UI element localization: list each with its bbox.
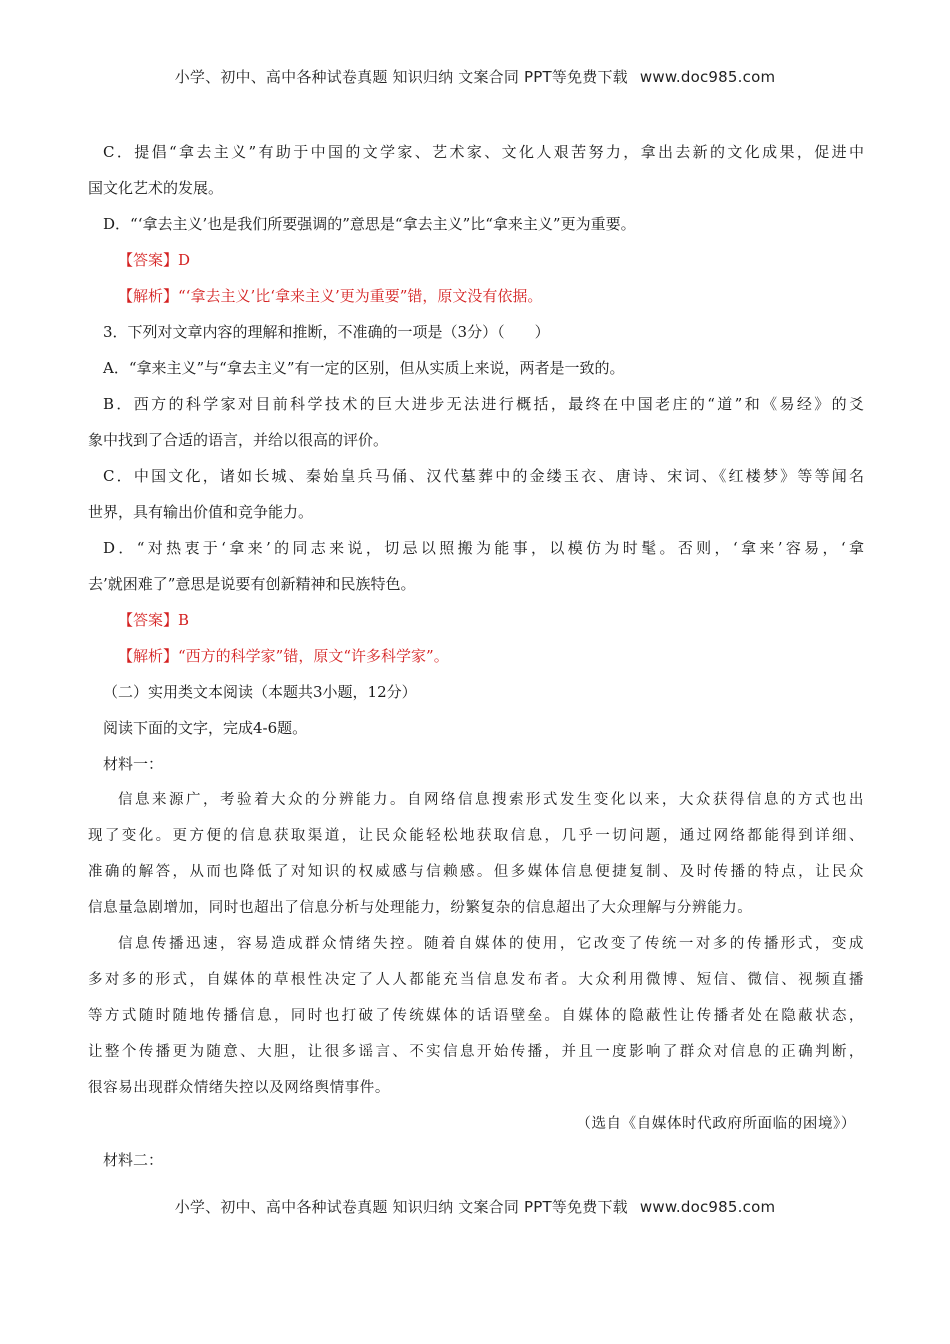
document-body (88, 134, 864, 1178)
analysis-text: “‘拿去主义’比‘拿来主义’更为重要”错，原文没有依据。 (178, 287, 543, 305)
answer-tag: 【答案】 (118, 251, 179, 269)
answer-tag: 【答案】 (118, 611, 179, 629)
q3-option-c-line1: C．中国文化，诸如长城、秦始皇兵马俑、汉代墓葬中的金缕玉衣、唐诗、宋词、《红楼梦》等等闻名 (103, 467, 864, 485)
banner-text: 小学、初中、高中各种试卷真题 知识归纳 文案合同 PPT等免费下载 (174, 68, 628, 86)
q3-option-b-line2: 象中找到了合适的语言，并给以很高的评价。 (88, 431, 389, 449)
q2-option-d: D．“‘拿去主义’也是我们所要强调的”意思是“拿去主义”比“拿来主义”更为重要。 (103, 215, 636, 233)
analysis-text: “西方的科学家”错，原文“许多科学家”。 (178, 647, 449, 665)
q3-stem: 3．下列对文章内容的理解和推断，不准确的一项是（3分）（ ） (103, 323, 550, 341)
q3-analysis (88, 638, 864, 674)
material-paragraph-line: 让整个传播更为随意、大胆，让很多谣言、不实信息开始传播，并且一度影响了群众对信息的正确判断， (88, 1044, 864, 1060)
material-paragraph-line: 信息来源广，考验着大众的分辨能力。自网络信息搜索形式发生变化以来，大众获得信息的方式也出 (118, 792, 864, 808)
material-two-label: 材料二： (103, 1151, 164, 1169)
header-banner (0, 66, 950, 87)
section-heading: （二）实用类文本阅读（本题共3小题，12分） (103, 683, 417, 701)
banner-site-link[interactable]: www.doc985.com (639, 1198, 776, 1216)
footer-banner (0, 1196, 950, 1217)
q3-option-c-line2: 世界，具有输出价值和竞争能力。 (88, 503, 314, 521)
analysis-tag: 【解析】 (118, 647, 179, 665)
material-source: （选自《自媒体时代政府所面临的困境》） (576, 1116, 856, 1132)
answer-value: D (178, 251, 191, 269)
q3-answer (88, 602, 864, 638)
q2-option-c-line2: 国文化艺术的发展。 (88, 179, 224, 197)
answer-value: B (178, 611, 190, 629)
material-paragraph-line: 现了变化。更方便的信息获取渠道，让民众能轻松地获取信息，几乎一切问题，通过网络都能得到详细、 (88, 828, 864, 844)
q2-option-c-line1: C．提倡“拿去主义”有助于中国的文学家、艺术家、文化人艰苦努力，拿出去新的文化成果，促进中 (103, 143, 864, 161)
section-instruction: 阅读下面的文字，完成4-6题。 (103, 719, 308, 737)
q3-option-a: A．“拿来主义”与“拿去主义”有一定的区别，但从实质上来说，两者是一致的。 (103, 359, 625, 377)
material-paragraph-line: 信息传播迅速，容易造成群众情绪失控。随着自媒体的使用，它改变了传统一对多的传播形式，变成 (118, 936, 864, 952)
analysis-tag: 【解析】 (118, 287, 179, 305)
q3-option-b-line1: B．西方的科学家对目前科学技术的巨大进步无法进行概括，最终在中国老庄的“道”和《易经》的爻 (103, 395, 864, 413)
material-paragraph-line: 等方式随时随地传播信息，同时也打破了传统媒体的话语壁垒。自媒体的隐蔽性让传播者处在隐蔽状态， (88, 1008, 864, 1024)
banner-site-link[interactable]: www.doc985.com (639, 68, 776, 86)
material-paragraph-line: 多对多的形式，自媒体的草根性决定了人人都能充当信息发布者。大众利用微博、短信、微信、视频直播 (88, 972, 864, 988)
q2-analysis (88, 278, 864, 314)
material-paragraph-line: 信息量急剧增加，同时也超出了信息分析与处理能力，纷繁复杂的信息超出了大众理解与分辨能力。 (88, 900, 753, 916)
q3-option-d-line2: 去’就困难了”意思是说要有创新精神和民族特色。 (88, 575, 416, 593)
material-one-label: 材料一： (103, 755, 164, 773)
q2-answer (88, 242, 864, 278)
material-paragraph-line: 很容易出现群众情绪失控以及网络舆情事件。 (88, 1080, 390, 1096)
material-paragraph-line: 准确的解答，从而也降低了对知识的权威感与信赖感。但多媒体信息便捷复制、及时传播的特点，让民众 (88, 864, 864, 880)
banner-text: 小学、初中、高中各种试卷真题 知识归纳 文案合同 PPT等免费下载 (174, 1198, 628, 1216)
q3-option-d-line1: D．“对热衷于‘拿来’的同志来说，切忌以照搬为能事，以模仿为时髦。否则，‘拿来’容易，‘拿 (103, 539, 864, 557)
